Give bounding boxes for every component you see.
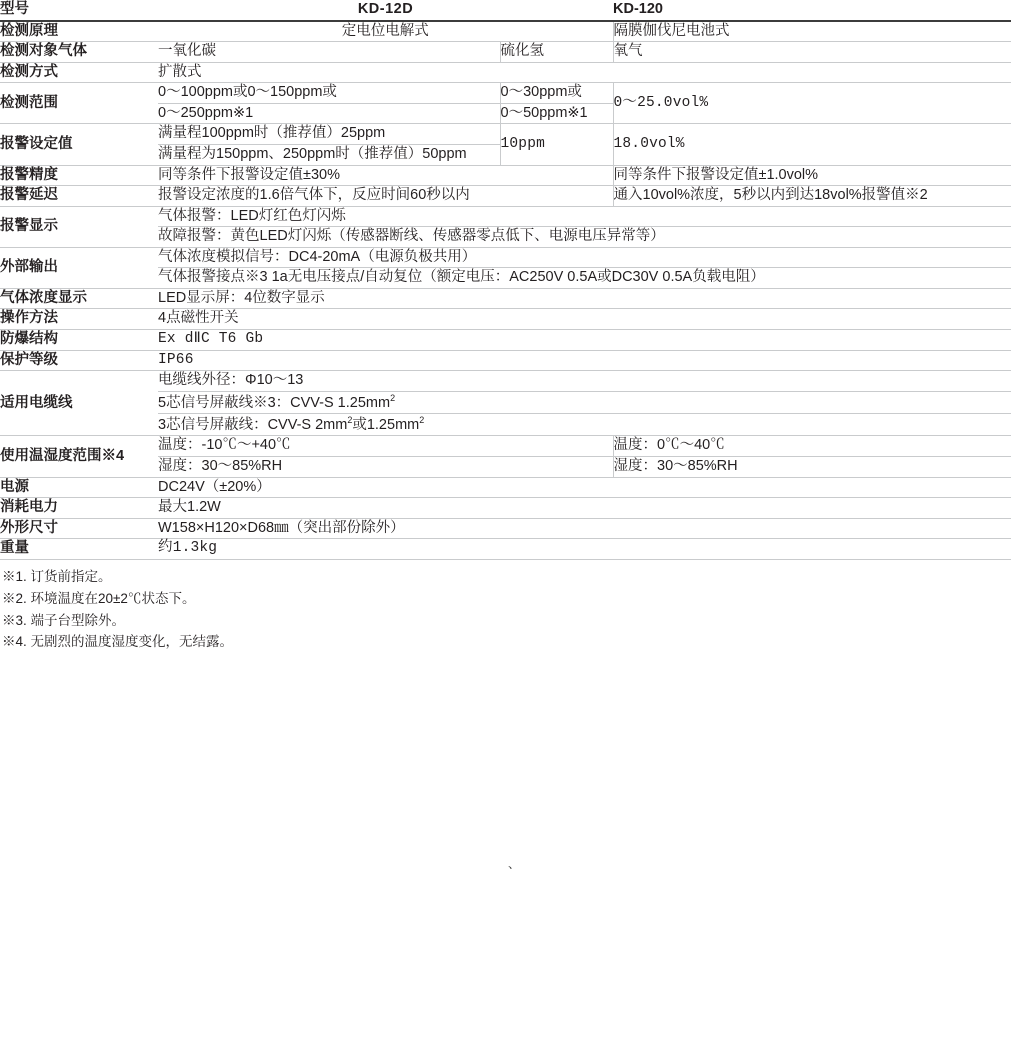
stray-mark: 、	[508, 857, 521, 871]
value-cable-2	[158, 391, 1011, 413]
table-row	[0, 21, 1011, 42]
value-consumption: 最大1.2W	[158, 498, 1011, 519]
value-cable-3-mid: 或1.25mm	[352, 416, 420, 433]
row-label-alarm-delay: 报警延迟	[0, 186, 158, 207]
row-label-method: 检测方式	[0, 62, 158, 83]
value-target-gas-o2: 氧气	[613, 42, 1011, 63]
value-alarm-setting-a-group	[158, 124, 500, 165]
row-label-explosion-proof: 防爆结构	[0, 330, 158, 351]
value-operation: 4点磁性开关	[158, 309, 1011, 330]
value-alarm-display-1: 气体报警：LED灯红色灯闪烁	[158, 207, 1011, 227]
value-range-a2: 0〜250ppm※1	[158, 104, 254, 121]
value-alarm-delay-b: 通入10vol%浓度，5秒以内到达18vol%报警值※2	[613, 186, 1011, 207]
table-row	[0, 288, 1011, 309]
table-row	[0, 518, 1011, 539]
value-cable-group	[158, 371, 1011, 436]
value-range-mid1: 0〜30ppm或	[501, 83, 613, 103]
footnote-4: ※4. 无剧烈的温度湿度变化，无结露。	[2, 634, 234, 650]
value-external-output-2: 气体报警接点※3 1a无电压接点/自动复位（额定电压：AC250V 0.5A或DC30V 0.5A负载电阻）	[158, 269, 765, 286]
value-humidity-a: 湿度：30〜85%RH	[158, 458, 283, 475]
value-cable-3-sup1: 2	[347, 415, 353, 426]
value-range-a-group	[158, 83, 500, 124]
value-dimensions: W158×H120×D68㎜（突出部份除外）	[158, 518, 1011, 539]
value-target-gas-h2s: 硫化氢	[500, 42, 613, 63]
table-row	[0, 498, 1011, 519]
row-label-alarm-accuracy: 报警精度	[0, 165, 158, 186]
row-label-protection: 保护等级	[0, 350, 158, 371]
value-cable-1: 电缆线外径：Φ10〜13	[158, 371, 1011, 391]
value-external-output-1: 气体浓度模拟信号：DC4-20mA（电源负极共用）	[158, 248, 1011, 268]
table-row	[0, 477, 1011, 498]
value-explosion-proof: Ex dⅡC T6 Gb	[158, 330, 1011, 351]
table-row	[0, 436, 1011, 477]
value-target-gas-co: 一氧化碳	[158, 42, 500, 63]
value-cable-3-text: 3芯信号屏蔽线：CVV-S 2mm	[158, 416, 348, 433]
footnotes	[0, 560, 1011, 653]
value-alarm-display-2: 故障报警：黄色LED灯闪烁（传感器断线、传感器零点低下、电源电压异常等）	[158, 228, 665, 245]
table-row	[0, 247, 1011, 288]
value-alarm-setting-a2: 满量程为150ppm、250ppm时（推荐值）50ppm	[158, 145, 467, 162]
row-label-cable: 适用电缆线	[0, 371, 158, 436]
table-row	[0, 330, 1011, 351]
value-cable-2-text: 5芯信号屏蔽线※3：CVV-S 1.25mm	[158, 394, 391, 411]
table-row	[0, 124, 1011, 165]
value-temp-b: 温度：0℃〜40℃	[614, 436, 1011, 456]
value-alarm-delay-a: 报警设定浓度的1.6倍气体下，反应时间60秒以内	[158, 186, 613, 207]
table-row	[0, 83, 1011, 124]
table-row	[0, 165, 1011, 186]
table-row	[0, 62, 1011, 83]
value-protection: IP66	[158, 350, 1011, 371]
header-model-kd12d: KD-12D	[158, 0, 613, 21]
footnote-2: ※2. 环境温度在20±2℃状态下。	[2, 590, 196, 606]
row-label-dimensions: 外形尺寸	[0, 518, 158, 539]
value-weight: 约1.3kg	[158, 539, 1011, 560]
value-alarm-setting-b: 18.0vol%	[613, 124, 1011, 165]
row-label-operation: 操作方法	[0, 309, 158, 330]
value-range-b: 0〜25.0vol%	[613, 83, 1011, 124]
row-label-principle: 检测原理	[0, 21, 158, 42]
table-row	[0, 539, 1011, 560]
row-label-range: 检测范围	[0, 83, 158, 124]
row-label-external-output: 外部输出	[0, 247, 158, 288]
table-row	[0, 371, 1011, 436]
row-label-weight: 重量	[0, 539, 158, 560]
value-principle-a: 定电位电解式	[158, 21, 613, 42]
value-alarm-setting-mid: 10ppm	[500, 124, 613, 165]
value-alarm-accuracy-a: 同等条件下报警设定值±30%	[158, 165, 613, 186]
value-range-mid2: 0〜50ppm※1	[500, 104, 588, 121]
row-label-power: 电源	[0, 477, 158, 498]
value-alarm-setting-a1: 满量程100ppm时（推荐值）25ppm	[158, 124, 500, 144]
value-method: 扩散式	[158, 62, 1011, 83]
row-label-target-gas: 检测对象气体	[0, 42, 158, 63]
footnote-1: ※1. 订货前指定。	[2, 568, 112, 584]
row-label-temp-humidity: 使用温湿度范围※4	[0, 436, 158, 477]
footnote-3: ※3. 端子台型除外。	[2, 612, 126, 628]
header-model-kd120: KD-120	[613, 0, 1011, 21]
row-label-consumption: 消耗电力	[0, 498, 158, 519]
table-row	[0, 206, 1011, 247]
value-cable-2-sup: 2	[390, 392, 396, 403]
table-header-row	[0, 0, 1011, 21]
value-alarm-display-group	[158, 206, 1011, 247]
value-humidity-b: 湿度：30〜85%RH	[613, 458, 738, 475]
header-label-model: 型号	[0, 0, 158, 21]
value-temp-humidity-b-group	[613, 436, 1011, 477]
table-row	[0, 350, 1011, 371]
value-principle-b: 隔膜伽伐尼电池式	[613, 21, 1011, 42]
value-cable-3-sup2: 2	[419, 415, 425, 426]
table-row	[0, 186, 1011, 207]
value-cable-3	[158, 414, 1011, 436]
value-external-output-group	[158, 247, 1011, 288]
value-range-a1: 0〜100ppm或0〜150ppm或	[158, 83, 500, 103]
value-temp-a: 温度：-10℃〜+40℃	[158, 436, 613, 456]
value-power: DC24V（±20%）	[158, 477, 1011, 498]
value-concentration-display: LED显示屏：4位数字显示	[158, 288, 1011, 309]
value-range-mid-group	[500, 83, 613, 124]
table-row	[0, 309, 1011, 330]
value-alarm-accuracy-b: 同等条件下报警设定值±1.0vol%	[613, 165, 1011, 186]
row-label-alarm-display: 报警显示	[0, 206, 158, 247]
table-row	[0, 42, 1011, 63]
row-label-concentration-display: 气体浓度显示	[0, 288, 158, 309]
value-temp-humidity-a-group	[158, 436, 613, 477]
row-label-alarm-setting: 报警设定值	[0, 124, 158, 165]
